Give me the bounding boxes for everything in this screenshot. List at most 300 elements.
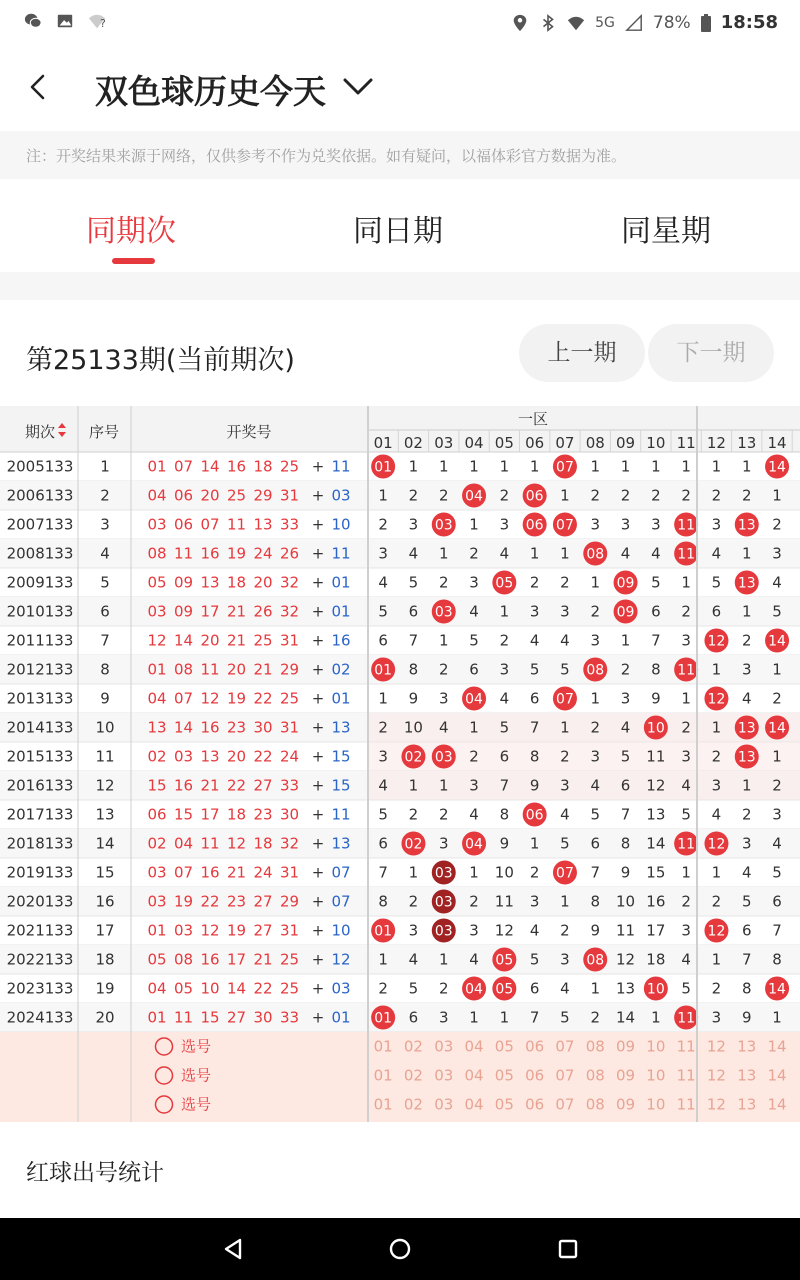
drawn-ball-number: 14	[768, 981, 786, 998]
location-icon	[511, 14, 529, 32]
blue-ball-number: 12	[331, 950, 351, 969]
miss-count: 1	[529, 544, 540, 563]
select-number: 08	[585, 1037, 605, 1056]
red-ball-number: 21	[226, 863, 247, 882]
row-period: 2006133	[6, 486, 74, 505]
red-ball-number: 27	[253, 776, 273, 795]
red-ball-number: 15	[200, 1008, 220, 1027]
miss-count: 1	[772, 747, 782, 766]
select-number: 14	[767, 1095, 787, 1114]
miss-count: 2	[741, 631, 752, 650]
miss-count: 8	[499, 805, 510, 824]
drawn-ball-number: 11	[677, 546, 696, 563]
miss-count: 1	[378, 486, 388, 505]
red-ball-number: 16	[200, 950, 220, 969]
miss-count: 1	[681, 689, 691, 708]
miss-count: 1	[651, 1008, 661, 1027]
row-period: 2011133	[6, 631, 74, 650]
history-table-grid	[0, 406, 800, 1122]
miss-count: 4	[378, 573, 388, 592]
red-ball-number: 31	[279, 863, 300, 882]
red-ball-number: 21	[226, 631, 247, 650]
period-header	[0, 300, 800, 406]
miss-count: 2	[681, 718, 691, 737]
tab-same-date[interactable]: 同日期	[353, 214, 443, 249]
miss-count: 1	[499, 1008, 510, 1027]
red-ball-number: 13	[253, 515, 273, 534]
red-ball-stats-title: 红球出号统计	[26, 1160, 164, 1186]
drawn-ball-number: 05	[495, 952, 514, 969]
select-number: 13	[737, 1066, 757, 1085]
miss-count: 2	[772, 515, 782, 534]
drawn-ball-number: 02	[404, 836, 423, 853]
red-ball-number: 18	[226, 573, 247, 592]
page-title: 双色球历史今天	[95, 72, 326, 111]
blue-ball-number: 15	[331, 776, 351, 795]
red-ball-number: 11	[173, 544, 194, 563]
select-number: 02	[403, 1037, 423, 1056]
network-type: 5G	[595, 14, 615, 31]
plus-sign: +	[311, 979, 325, 998]
miss-count: 3	[438, 1008, 449, 1027]
miss-count: 2	[378, 718, 388, 737]
select-number: 09	[616, 1066, 636, 1085]
drawn-ball-number: 11	[677, 836, 696, 853]
select-number: 11	[676, 1095, 696, 1114]
miss-count: 1	[499, 457, 510, 476]
red-ball-number: 01	[147, 1008, 167, 1027]
miss-count: 8	[741, 979, 752, 998]
red-ball-number: 30	[279, 805, 300, 824]
drawn-ball-number: 10	[646, 720, 665, 737]
miss-count: 12	[616, 950, 636, 969]
miss-count: 1	[620, 457, 631, 476]
miss-count: 1	[469, 515, 479, 534]
miss-count: 2	[741, 486, 752, 505]
miss-count: 1	[469, 863, 479, 882]
red-ball-number: 19	[226, 544, 247, 563]
row-index: 17	[95, 921, 115, 940]
miss-count: 1	[560, 892, 570, 911]
red-ball-number: 33	[279, 515, 300, 534]
miss-count: 3	[620, 515, 631, 534]
number-column-header: 12	[706, 434, 726, 452]
red-ball-number: 22	[253, 689, 273, 708]
select-number: 11	[676, 1066, 696, 1085]
miss-count: 1	[408, 457, 419, 476]
miss-count: 5	[560, 660, 570, 679]
drawn-ball-number: 08	[586, 546, 605, 563]
select-number: 11	[676, 1037, 696, 1056]
row-index: 19	[95, 979, 115, 998]
plus-sign: +	[311, 805, 325, 824]
red-ball-number: 21	[253, 950, 273, 969]
red-ball-number: 07	[173, 457, 194, 476]
red-ball-number: 24	[253, 863, 273, 882]
miss-count: 1	[378, 689, 388, 708]
drawn-ball-number: 03	[434, 604, 453, 621]
miss-count: 1	[711, 950, 722, 969]
plus-sign: +	[311, 1008, 325, 1027]
row-index: 9	[100, 689, 110, 708]
miss-count: 15	[646, 863, 666, 882]
red-ball-number: 30	[253, 718, 273, 737]
number-column-header: 13	[737, 434, 757, 452]
select-number: 14	[767, 1037, 787, 1056]
row-period: 2022133	[6, 950, 74, 969]
red-ball-number: 17	[226, 950, 247, 969]
miss-count: 1	[772, 660, 782, 679]
system-nav-bar	[0, 1218, 800, 1280]
select-number: 10	[646, 1037, 666, 1056]
miss-count: 8	[651, 660, 661, 679]
red-ball-number: 01	[147, 660, 167, 679]
red-ball-number: 22	[226, 776, 247, 795]
red-ball-number: 12	[200, 921, 220, 940]
miss-count: 3	[560, 950, 570, 969]
miss-count: 3	[378, 747, 388, 766]
miss-count: 9	[620, 863, 631, 882]
miss-count: 13	[616, 979, 636, 998]
miss-count: 3	[378, 544, 388, 563]
miss-count: 3	[681, 747, 691, 766]
blue-ball-number: 16	[331, 631, 351, 650]
blue-ball-number: 03	[331, 486, 351, 505]
red-ball-number: 18	[253, 834, 273, 853]
blue-ball-number: 13	[331, 718, 351, 737]
plus-sign: +	[311, 602, 325, 621]
row-index: 14	[95, 834, 115, 853]
miss-count: 1	[772, 486, 782, 505]
select-number: 06	[525, 1095, 545, 1114]
miss-count: 1	[711, 660, 722, 679]
red-ball-number: 04	[147, 689, 167, 708]
chevron-down-icon[interactable]	[342, 72, 374, 100]
miss-count: 7	[529, 1008, 540, 1027]
nav-home-icon[interactable]	[387, 1236, 413, 1262]
red-ball-number: 01	[147, 921, 167, 940]
wifi-unknown-icon	[88, 12, 106, 30]
previous-period-button[interactable]: 上一期	[519, 324, 645, 382]
red-ball-number: 11	[173, 1008, 194, 1027]
miss-count: 11	[494, 892, 514, 911]
select-number: 01	[373, 1037, 393, 1056]
miss-count: 3	[772, 544, 782, 563]
miss-count: 2	[711, 747, 722, 766]
miss-count: 1	[741, 776, 752, 795]
history-table[interactable]	[0, 406, 800, 1122]
red-ball-number: 03	[173, 747, 194, 766]
plus-sign: +	[311, 863, 325, 882]
select-number: 08	[585, 1095, 605, 1114]
miss-count: 3	[499, 660, 510, 679]
miss-count: 8	[529, 747, 540, 766]
red-ball-number: 18	[253, 457, 273, 476]
number-column-header: 14	[767, 434, 787, 452]
row-index: 7	[100, 631, 110, 650]
miss-count: 1	[529, 457, 540, 476]
red-ball-number: 02	[147, 834, 167, 853]
red-ball-number: 21	[253, 660, 273, 679]
miss-count: 8	[378, 892, 388, 911]
miss-count: 3	[469, 921, 479, 940]
miss-count: 4	[681, 950, 691, 969]
miss-count: 4	[560, 979, 570, 998]
red-ball-number: 02	[147, 747, 167, 766]
drawn-ball-number: 14	[768, 720, 786, 737]
miss-count: 1	[620, 631, 631, 650]
number-column-header: 09	[616, 434, 636, 452]
miss-count: 1	[560, 718, 570, 737]
red-ball-number: 25	[253, 631, 273, 650]
red-ball-number: 01	[147, 457, 167, 476]
drawn-ball-number: 03	[434, 865, 453, 882]
battery-percent: 78%	[652, 12, 691, 33]
red-ball-number: 19	[173, 892, 194, 911]
miss-count: 1	[651, 457, 661, 476]
drawn-ball-number: 07	[556, 865, 574, 882]
miss-count: 5	[620, 747, 631, 766]
miss-count: 2	[681, 486, 691, 505]
row-period: 2010133	[6, 602, 74, 621]
drawn-ball-number: 05	[495, 981, 514, 998]
miss-count: 1	[711, 457, 722, 476]
miss-count: 3	[560, 602, 570, 621]
miss-count: 6	[620, 776, 631, 795]
title-bar	[0, 46, 800, 130]
row-index: 20	[95, 1008, 115, 1027]
red-ball-number: 07	[200, 515, 220, 534]
miss-count: 7	[499, 776, 510, 795]
miss-count: 2	[469, 747, 479, 766]
drawn-ball-number: 03	[434, 517, 453, 534]
miss-count: 18	[646, 950, 666, 969]
drawn-ball-number: 12	[707, 691, 726, 708]
miss-count: 14	[646, 834, 666, 853]
drawn-ball-number: 09	[616, 575, 635, 592]
red-ball-number: 20	[200, 486, 220, 505]
miss-count: 4	[651, 544, 661, 563]
miss-count: 1	[438, 776, 449, 795]
red-ball-number: 29	[279, 892, 300, 911]
miss-count: 8	[408, 660, 419, 679]
miss-count: 2	[560, 921, 570, 940]
miss-count: 2	[711, 486, 722, 505]
miss-count: 3	[590, 631, 601, 650]
plus-sign: +	[311, 689, 325, 708]
select-number: 06	[525, 1066, 545, 1085]
miss-count: 6	[651, 602, 661, 621]
red-ball-stats-section	[0, 1122, 800, 1218]
miss-count: 7	[772, 921, 782, 940]
miss-count: 4	[711, 544, 722, 563]
select-number: 03	[434, 1037, 454, 1056]
miss-count: 2	[438, 486, 449, 505]
miss-count: 4	[408, 544, 419, 563]
row-period: 2012133	[6, 660, 74, 679]
red-ball-number: 29	[279, 660, 300, 679]
red-ball-number: 19	[226, 689, 247, 708]
row-index: 2	[100, 486, 110, 505]
miss-count: 12	[494, 921, 514, 940]
drawn-ball-number: 06	[525, 488, 544, 505]
miss-count: 5	[651, 573, 661, 592]
miss-count: 12	[646, 776, 666, 795]
miss-count: 7	[529, 718, 540, 737]
drawn-ball-number: 07	[556, 691, 574, 708]
miss-count: 1	[469, 1008, 479, 1027]
red-ball-number: 13	[200, 573, 220, 592]
miss-count: 1	[741, 544, 752, 563]
miss-count: 2	[772, 776, 782, 795]
tab-same-period[interactable]: 同期次	[86, 214, 176, 249]
drawn-ball-number: 02	[404, 749, 423, 766]
select-number: 01	[373, 1066, 393, 1085]
row-index: 18	[95, 950, 115, 969]
plus-sign: +	[311, 515, 325, 534]
row-period: 2007133	[6, 515, 74, 534]
miss-count: 4	[408, 950, 419, 969]
drawn-ball-number: 13	[737, 720, 756, 737]
miss-count: 10	[403, 718, 423, 737]
miss-count: 4	[620, 544, 631, 563]
select-number: 02	[403, 1066, 423, 1085]
row-index: 15	[95, 863, 115, 882]
miss-count: 9	[651, 689, 661, 708]
section-divider	[0, 272, 800, 300]
number-column-header: 07	[555, 434, 575, 452]
plus-sign: +	[311, 457, 325, 476]
drawn-ball-number: 04	[465, 691, 483, 708]
battery-icon	[701, 14, 711, 32]
red-ball-number: 33	[279, 776, 300, 795]
image-icon	[56, 12, 74, 30]
miss-count: 1	[741, 602, 752, 621]
miss-count: 1	[711, 718, 722, 737]
red-ball-number: 22	[200, 892, 220, 911]
red-ball-number: 03	[147, 515, 167, 534]
miss-count: 2	[438, 573, 449, 592]
miss-count: 11	[646, 747, 666, 766]
red-ball-number: 11	[200, 834, 220, 853]
miss-count: 2	[711, 892, 722, 911]
miss-count: 1	[408, 776, 419, 795]
red-ball-number: 03	[147, 602, 167, 621]
blue-ball-number: 01	[331, 602, 351, 621]
miss-count: 3	[651, 515, 661, 534]
nav-recents-icon[interactable]	[555, 1236, 581, 1262]
miss-count: 4	[681, 776, 691, 795]
red-ball-number: 16	[200, 718, 220, 737]
red-ball-number: 21	[226, 602, 247, 621]
miss-count: 2	[499, 486, 510, 505]
status-bar	[0, 0, 800, 46]
miss-count: 16	[646, 892, 666, 911]
number-column-header: 08	[585, 434, 605, 452]
drawn-ball-number: 04	[465, 836, 483, 853]
signal-question-mark: ?	[100, 17, 106, 30]
miss-count: 3	[590, 747, 601, 766]
back-arrow-icon[interactable]	[26, 72, 50, 102]
zone-label: 一区	[517, 410, 549, 428]
row-period: 2020133	[6, 892, 74, 911]
select-number: 05	[494, 1095, 514, 1114]
miss-count: 10	[494, 863, 514, 882]
nav-back-icon[interactable]	[220, 1236, 246, 1262]
miss-count: 2	[590, 718, 601, 737]
plus-sign: +	[311, 718, 325, 737]
red-ball-number: 25	[279, 979, 300, 998]
miss-count: 2	[741, 805, 752, 824]
red-ball-number: 23	[226, 718, 247, 737]
red-ball-number: 20	[226, 660, 247, 679]
row-index: 3	[100, 515, 110, 534]
plus-sign: +	[311, 776, 325, 795]
miss-count: 1	[590, 979, 601, 998]
drawn-ball-number: 13	[737, 517, 756, 534]
miss-count: 5	[378, 602, 388, 621]
red-ball-number: 32	[279, 602, 300, 621]
miss-count: 2	[438, 979, 449, 998]
miss-count: 4	[499, 689, 510, 708]
miss-count: 2	[408, 805, 419, 824]
red-ball-number: 12	[226, 834, 247, 853]
miss-count: 2	[590, 602, 601, 621]
drawn-ball-number: 12	[707, 923, 726, 940]
drawn-ball-number: 04	[465, 981, 483, 998]
select-number: 03	[434, 1066, 454, 1085]
select-number: 12	[706, 1037, 726, 1056]
plus-sign: +	[311, 573, 325, 592]
drawn-ball-number: 01	[374, 923, 393, 940]
miss-count: 3	[772, 805, 782, 824]
row-index: 5	[100, 573, 110, 592]
tab-same-weekday[interactable]: 同星期	[621, 214, 711, 249]
drawn-ball-number: 08	[586, 662, 605, 679]
red-ball-number: 26	[253, 602, 273, 621]
miss-count: 3	[711, 1008, 722, 1027]
miss-count: 2	[529, 573, 540, 592]
miss-count: 2	[529, 863, 540, 882]
blue-ball-number: 01	[331, 1008, 351, 1027]
blue-ball-number: 15	[331, 747, 351, 766]
miss-count: 3	[529, 602, 540, 621]
red-ball-number: 03	[173, 921, 194, 940]
select-label: 选号	[180, 1095, 212, 1114]
miss-count: 2	[620, 660, 631, 679]
plus-sign: +	[311, 544, 325, 563]
plus-sign: +	[311, 486, 325, 505]
drawn-ball-number: 06	[525, 807, 544, 824]
row-period: 2009133	[6, 573, 74, 592]
miss-count: 7	[741, 950, 752, 969]
red-ball-number: 21	[200, 776, 220, 795]
red-ball-number: 16	[226, 457, 247, 476]
row-index: 12	[95, 776, 115, 795]
drawn-ball-number: 12	[707, 836, 726, 853]
miss-count: 17	[646, 921, 666, 940]
disclaimer-banner	[0, 131, 800, 179]
row-period: 2023133	[6, 979, 74, 998]
miss-count: 4	[529, 631, 540, 650]
row-period: 2013133	[6, 689, 74, 708]
red-ball-number: 15	[173, 805, 194, 824]
next-period-button[interactable]: 下一期	[648, 324, 774, 382]
miss-count: 1	[560, 486, 570, 505]
miss-count: 3	[529, 892, 540, 911]
miss-count: 4	[378, 776, 388, 795]
miss-count: 9	[741, 1008, 752, 1027]
